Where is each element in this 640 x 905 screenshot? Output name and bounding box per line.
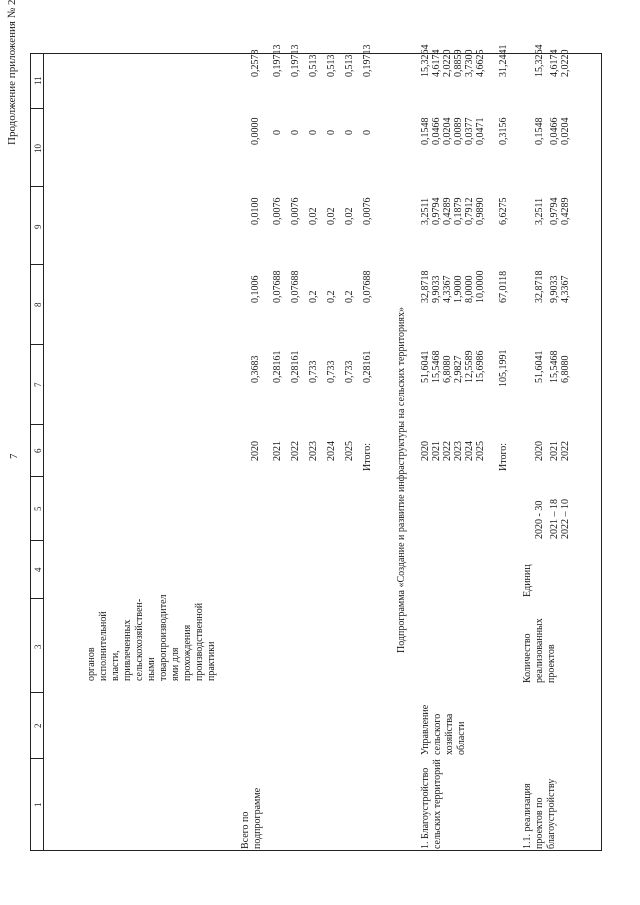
value-cell: 4,6174 bbox=[549, 49, 560, 77]
column-number: 3 bbox=[33, 644, 43, 649]
value-cell: 0,1006 bbox=[250, 275, 261, 303]
value-cell: 3,2511 bbox=[420, 197, 431, 225]
section11-label bbox=[522, 779, 558, 849]
col3-line: привлеченных bbox=[122, 619, 133, 681]
column-number: 5 bbox=[33, 506, 43, 511]
year-cell: 2021 bbox=[549, 441, 560, 461]
value-cell: 15,5468 bbox=[431, 350, 442, 383]
year-cell: 2025 bbox=[475, 441, 486, 461]
col3-line: исполнительной bbox=[98, 611, 109, 681]
table-row bbox=[534, 39, 546, 539]
value-cell: 0,0076 bbox=[362, 197, 373, 225]
column-number: 7 bbox=[33, 382, 43, 387]
table-row-total bbox=[498, 35, 510, 495]
table-row bbox=[326, 35, 338, 495]
column-number: 4 bbox=[33, 567, 43, 572]
table-row bbox=[560, 39, 572, 539]
value-cell: 51,6041 bbox=[534, 350, 545, 383]
value-cell: 9,9033 bbox=[431, 275, 442, 303]
column-number: 11 bbox=[33, 76, 43, 85]
page-number: 7 bbox=[8, 453, 20, 459]
value-cell: 2,9827 bbox=[453, 355, 464, 383]
table-row bbox=[272, 35, 284, 495]
value-cell: 0,07688 bbox=[362, 270, 373, 303]
col3-line: органов bbox=[86, 647, 97, 681]
value-cell: 0,3683 bbox=[250, 355, 261, 383]
value-cell: 0,4289 bbox=[560, 197, 571, 225]
col-divider bbox=[30, 344, 43, 345]
value-cell: 15,3264 bbox=[420, 44, 431, 77]
value-cell: 3,7300 bbox=[464, 49, 475, 77]
label-line: благоустройству bbox=[546, 778, 557, 849]
column-number: 8 bbox=[33, 302, 43, 307]
col3-line: ями для bbox=[170, 647, 181, 681]
value-cell: 6,8080 bbox=[442, 355, 453, 383]
table-row bbox=[250, 35, 262, 495]
executor-line: хозяйства bbox=[444, 713, 455, 755]
col3-line: сельскохозяйствен- bbox=[134, 598, 145, 681]
col3-line: ными bbox=[146, 657, 157, 681]
column-number: 9 bbox=[33, 224, 43, 229]
column-number: 1 bbox=[33, 802, 43, 807]
year-cell: 2022 bbox=[290, 441, 301, 461]
col3-line: практики bbox=[206, 641, 217, 681]
year-cell: 2022 bbox=[560, 441, 571, 461]
value-cell: 4,3367 bbox=[442, 275, 453, 303]
value-cell: 0,0466 bbox=[431, 117, 442, 145]
year-cell: 2020 bbox=[534, 441, 545, 461]
value-cell: 31,2441 bbox=[498, 44, 509, 77]
label-line: 1. Благоустройство bbox=[420, 767, 431, 849]
value-cell: 15,6986 bbox=[475, 350, 486, 383]
value-cell: 6,6275 bbox=[498, 197, 509, 225]
value-cell: 0 bbox=[344, 130, 355, 135]
section1-executor bbox=[420, 705, 468, 755]
value-cell: 0,07688 bbox=[290, 270, 301, 303]
value-cell: 0,19713 bbox=[290, 44, 301, 77]
executor-line: сельского bbox=[432, 713, 443, 755]
indicator-line: Количество bbox=[522, 633, 533, 683]
value-cell: 12,5589 bbox=[464, 350, 475, 383]
value-cell: 0,1548 bbox=[420, 117, 431, 145]
executor-line: Управление bbox=[420, 704, 431, 755]
value-cell: 0,2578 bbox=[250, 49, 261, 77]
value-cell: 3,2511 bbox=[534, 197, 545, 225]
executor-line: области bbox=[456, 721, 467, 755]
total-program-label bbox=[240, 788, 264, 849]
value-cell: 0,733 bbox=[344, 360, 355, 383]
value-cell: 105,1991 bbox=[498, 349, 509, 387]
value-cell: 32,8718 bbox=[420, 270, 431, 303]
col-divider bbox=[30, 540, 43, 541]
value-cell: 4,3367 bbox=[560, 275, 571, 303]
column-number: 6 bbox=[33, 448, 43, 453]
year-cell: 2024 bbox=[326, 441, 337, 461]
value-cell: 0,513 bbox=[326, 54, 337, 77]
year-cell: 2022 bbox=[442, 441, 453, 461]
value-cell: 1,9000 bbox=[453, 275, 464, 303]
value-cell: 0,0204 bbox=[442, 117, 453, 145]
value-cell: 32,8718 bbox=[534, 270, 545, 303]
section1-label bbox=[420, 759, 444, 849]
target-cell: 2020 - 30 bbox=[534, 500, 545, 539]
col3-line: власти, bbox=[110, 650, 121, 681]
value-cell: 0,8859 bbox=[453, 49, 464, 77]
label-line: проектов по bbox=[534, 797, 545, 849]
value-cell: 0 bbox=[290, 130, 301, 135]
year-cell: Итого: bbox=[498, 442, 509, 471]
value-cell: 0,0471 bbox=[475, 117, 486, 145]
value-cell: 0,733 bbox=[308, 360, 319, 383]
year-cell: 2023 bbox=[453, 441, 464, 461]
col-divider bbox=[30, 186, 43, 187]
value-cell: 0 bbox=[308, 130, 319, 135]
year-cell: 2021 bbox=[272, 441, 283, 461]
value-cell: 9,9033 bbox=[549, 275, 560, 303]
value-cell: 0,9794 bbox=[431, 197, 442, 225]
value-cell: 67,0118 bbox=[498, 270, 509, 303]
col3-line: прохождения bbox=[182, 624, 193, 681]
table-row bbox=[475, 35, 487, 495]
value-cell: 2,0220 bbox=[442, 49, 453, 77]
continuation-header: Продолжение приложения № 2 bbox=[6, 0, 18, 145]
target-cell: 2021 – 18 bbox=[549, 499, 560, 539]
value-cell: 0,2 bbox=[308, 290, 319, 303]
column-number: 10 bbox=[33, 144, 43, 153]
value-cell: 0,4289 bbox=[442, 197, 453, 225]
col3-line: производственной bbox=[194, 602, 205, 681]
value-cell: 0 bbox=[272, 130, 283, 135]
value-cell: 0,02 bbox=[344, 207, 355, 225]
value-cell: 0,19713 bbox=[362, 44, 373, 77]
indicator-line: проектов bbox=[546, 644, 557, 683]
year-cell: 2024 bbox=[464, 441, 475, 461]
col-divider bbox=[30, 758, 43, 759]
col3-line: товаропроизводител bbox=[158, 594, 169, 681]
section11-indicator bbox=[522, 618, 558, 683]
value-cell: 0,0204 bbox=[560, 117, 571, 145]
label-line: сельских территорий bbox=[432, 759, 443, 849]
subprogram-title: Подпрограмма «Создание и развитие инфраструктуры на сельских территориях» bbox=[396, 307, 407, 653]
value-cell: 0,07688 bbox=[272, 270, 283, 303]
value-cell: 0,513 bbox=[308, 54, 319, 77]
value-cell: 0,28161 bbox=[362, 350, 373, 383]
label-line: подпрограмме bbox=[252, 787, 263, 849]
value-cell: 0,0000 bbox=[250, 117, 261, 145]
value-cell: 0,02 bbox=[308, 207, 319, 225]
value-cell: 0,9794 bbox=[549, 197, 560, 225]
value-cell: 4,6174 bbox=[431, 49, 442, 77]
value-cell: 0,0466 bbox=[549, 117, 560, 145]
value-cell: 15,3264 bbox=[534, 44, 545, 77]
value-cell: 6,8080 bbox=[560, 355, 571, 383]
target-cell: 2022 – 10 bbox=[560, 499, 571, 539]
value-cell: 0,2 bbox=[326, 290, 337, 303]
value-cell: 0,9890 bbox=[475, 197, 486, 225]
value-cell: 0,0076 bbox=[290, 197, 301, 225]
table-row bbox=[344, 35, 356, 495]
label-line: 1.1. реализация bbox=[522, 783, 533, 849]
value-cell: 0,28161 bbox=[290, 350, 301, 383]
section11-unit: Единиц bbox=[522, 564, 533, 597]
value-cell: 0,1548 bbox=[534, 117, 545, 145]
col-divider bbox=[30, 598, 43, 599]
value-cell: 0,3156 bbox=[498, 117, 509, 145]
value-cell: 0,28161 bbox=[272, 350, 283, 383]
value-cell: 0,02 bbox=[326, 207, 337, 225]
column-number: 2 bbox=[33, 723, 43, 728]
col-divider bbox=[30, 692, 43, 693]
col-divider bbox=[30, 108, 43, 109]
year-cell: 2023 bbox=[308, 441, 319, 461]
label-line: Всего по bbox=[240, 811, 251, 849]
value-cell: 0,0076 bbox=[272, 197, 283, 225]
table-row bbox=[308, 35, 320, 495]
value-cell: 0,513 bbox=[344, 54, 355, 77]
value-cell: 10,0000 bbox=[475, 270, 486, 303]
value-cell: 8,0000 bbox=[464, 275, 475, 303]
value-cell: 0 bbox=[326, 130, 337, 135]
value-cell: 0,1879 bbox=[453, 197, 464, 225]
value-cell: 0,19713 bbox=[272, 44, 283, 77]
table-row bbox=[290, 35, 302, 495]
value-cell: 0,7912 bbox=[464, 197, 475, 225]
col-divider bbox=[30, 264, 43, 265]
value-cell: 0,733 bbox=[326, 360, 337, 383]
value-cell: 0,0377 bbox=[464, 117, 475, 145]
value-cell: 0 bbox=[362, 130, 373, 135]
value-cell: 51,6041 bbox=[420, 350, 431, 383]
col3-text bbox=[86, 594, 218, 681]
col-divider bbox=[30, 424, 43, 425]
value-cell: 4,6625 bbox=[475, 49, 486, 77]
indicator-line: реализованных bbox=[534, 618, 545, 683]
year-cell: 2020 bbox=[420, 441, 431, 461]
value-cell: 0,0089 bbox=[453, 117, 464, 145]
value-cell: 0,0100 bbox=[250, 197, 261, 225]
year-cell: Итого: bbox=[362, 442, 373, 471]
col-divider bbox=[30, 476, 43, 477]
year-cell: 2021 bbox=[431, 441, 442, 461]
value-cell: 15,5468 bbox=[549, 350, 560, 383]
value-cell: 0,2 bbox=[344, 290, 355, 303]
year-cell: 2020 bbox=[250, 441, 261, 461]
table-row bbox=[362, 35, 374, 495]
value-cell: 2,0220 bbox=[560, 49, 571, 77]
year-cell: 2025 bbox=[344, 441, 355, 461]
